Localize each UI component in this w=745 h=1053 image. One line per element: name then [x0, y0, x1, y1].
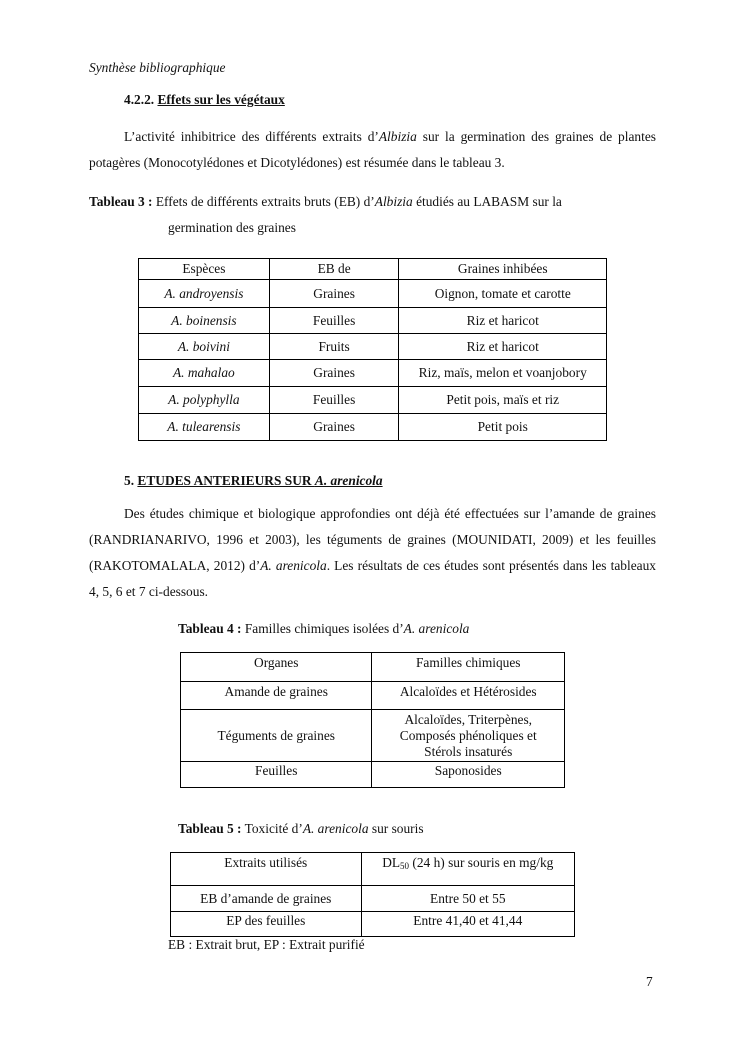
table3-caption: Tableau 3 : Effets de différents extraits bruts (EB) d’Albizia étudiés au LABASM sur la [89, 194, 562, 209]
species-cell: A. tulearensis [139, 414, 270, 441]
table5-header-cell: $DL_{50}$ (24 h) sur souris en mg/kg [361, 853, 574, 886]
table-row [171, 912, 575, 937]
organ-cell: Feuilles [181, 762, 372, 788]
species-cell: A. boinensis [139, 308, 270, 334]
inhibited-cell: Petit pois, maïs et riz [399, 387, 607, 414]
table5-header-cell: Extraits utilisés [171, 853, 362, 886]
inhibited-cell: Riz et haricot [399, 308, 607, 334]
section-number: 5. [124, 473, 135, 488]
species-cell: A. boivini [139, 334, 270, 360]
paragraph-albizia-effects: L’activité inhibitrice des différents extraits d’Albizia sur la germination des graines de plantes potagères (Monocotylédones et Dicotylédones) est résumée dans le tableau 3. [89, 129, 656, 170]
table3-caption-line2: germination des graines [168, 220, 296, 235]
table3-header-cell: EB de [269, 259, 399, 280]
table3 [138, 258, 607, 441]
table-row [181, 682, 565, 710]
table5-caption: Tableau 5 : Toxicité d’A. arenicola sur souris [178, 821, 424, 836]
table-row [139, 280, 607, 308]
table4-caption: Tableau 4 : Familles chimiques isolées d’A. arenicola [178, 621, 470, 636]
table-row [139, 308, 607, 334]
table-row [139, 387, 607, 414]
section-heading-4-2-2 [124, 92, 285, 108]
table5-footnote: EB : Extrait brut, EP : Extrait purifié [168, 937, 365, 952]
families-cell: Alcaloïdes et Hétérosides [372, 682, 565, 710]
table4-header-cell: Familles chimiques [372, 653, 565, 682]
table-row [171, 886, 575, 912]
dl50-cell: Entre 41,40 et 41,44 [361, 912, 574, 937]
table4-header-row [181, 653, 565, 682]
table3-header-cell: Graines inhibées [399, 259, 607, 280]
extract-cell: EP des feuilles [171, 912, 362, 937]
table-row [181, 710, 565, 762]
dl50-cell: Entre 50 et 55 [361, 886, 574, 912]
inhibited-cell: Oignon, tomate et carotte [399, 280, 607, 308]
organ-cell: Amande de graines [181, 682, 372, 710]
running-header: Synthèse bibliographique [89, 60, 226, 75]
extract-cell: Graines [269, 280, 399, 308]
species-cell: A. polyphylla [139, 387, 270, 414]
table-row [139, 360, 607, 387]
species-cell: A. mahalao [139, 360, 270, 387]
extract-cell: Graines [269, 414, 399, 441]
section-title: ETUDES ANTERIEURS SUR A. arenicola [137, 473, 383, 488]
extract-cell: Feuilles [269, 308, 399, 334]
inhibited-cell: Petit pois [399, 414, 607, 441]
table-row [139, 334, 607, 360]
table3-header-cell: Espèces [139, 259, 270, 280]
extract-cell: Graines [269, 360, 399, 387]
table4 [180, 652, 565, 788]
paragraph-previous-studies: Des études chimique et biologique approfondies ont déjà été effectuées sur l’amande de graines (RANDRIANARIVO, 1996 et 2003), les téguments de graines (MOUNIDATI, 2009) et les feuilles (RAKOTOMALALA, 2012) d’A. arenicola. Les résultats de ces études sont présentés dans les tableaux 4, 5, 6 et 7 ci-dessous. [89, 506, 656, 599]
section-title: Effets sur les végétaux [157, 92, 285, 107]
section-number: 4.2.2. [124, 92, 155, 107]
table-row [139, 414, 607, 441]
extract-cell: Feuilles [269, 387, 399, 414]
table4-header-cell: Organes [181, 653, 372, 682]
families-cell: Saponosides [372, 762, 565, 788]
inhibited-cell: Riz et haricot [399, 334, 607, 360]
table3-header-row [139, 259, 607, 280]
inhibited-cell: Riz, maïs, melon et voanjobory [399, 360, 607, 387]
table5-header-row [171, 853, 575, 886]
extract-cell: Fruits [269, 334, 399, 360]
table-row [181, 762, 565, 788]
page-number: 7 [646, 974, 653, 989]
organ-cell: Téguments de graines [181, 710, 372, 762]
species-cell: A. androyensis [139, 280, 270, 308]
section-heading-5 [124, 473, 383, 489]
table5 [170, 852, 575, 937]
families-cell: Alcaloïdes, Triterpènes, Composés phénoliques et Stérols insaturés [372, 710, 565, 762]
extract-cell: EB d’amande de graines [171, 886, 362, 912]
